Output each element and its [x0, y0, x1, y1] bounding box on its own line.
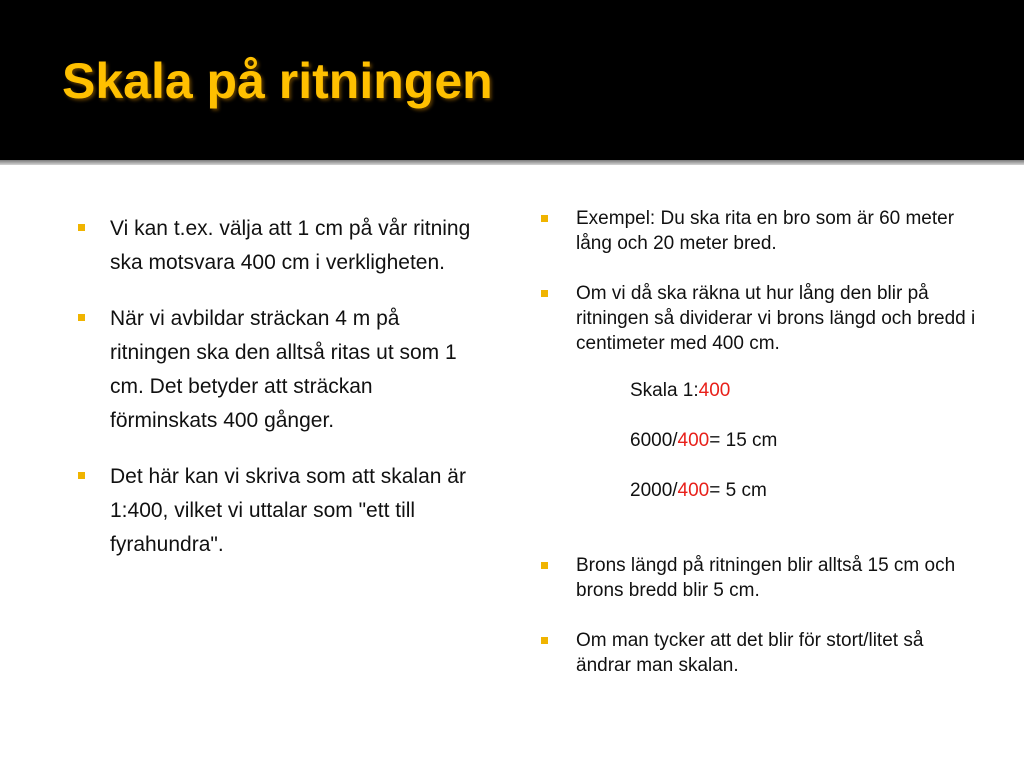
list-item: [78, 302, 478, 438]
list-item: [78, 212, 478, 280]
title-bar: [0, 0, 1024, 160]
calculation-block: [541, 378, 981, 503]
list-item: [78, 460, 478, 562]
title-divider: [0, 160, 1024, 165]
square-bullet-icon: [541, 637, 548, 644]
square-bullet-icon: [541, 290, 548, 297]
bullet-text: Det här kan vi skriva som att skalan är 1:400, vilket vi uttalar som "ett till fyrahundra".: [110, 465, 466, 556]
left-bullet-list: [78, 212, 478, 584]
list-item: [541, 553, 981, 603]
bullet-text: Exempel: Du ska rita en bro som är 60 meter lång och 20 meter bred.: [576, 208, 955, 254]
square-bullet-icon: [78, 314, 85, 321]
scale-line: Skala 1:400: [630, 380, 731, 401]
square-bullet-icon: [541, 215, 548, 222]
width-calculation: 2000/400= 5 cm: [630, 480, 767, 501]
bullet-text: Om man tycker att det blir för stort/litet så ändrar man skalan.: [576, 630, 924, 676]
slide-title: Skala på ritningen: [62, 53, 493, 109]
square-bullet-icon: [78, 224, 85, 231]
bullet-text: När vi avbildar sträckan 4 m på ritningen ska den alltså ritas ut som 1 cm. Det betyder att sträckan förminskats 400 gånger.: [110, 307, 457, 432]
list-item: [541, 206, 981, 256]
square-bullet-icon: [541, 562, 548, 569]
list-item: [541, 281, 981, 356]
bullet-text: Om vi då ska räkna ut hur lång den blir på ritningen så dividerar vi brons längd och bredd i centimeter med 400 cm.: [576, 283, 976, 354]
length-calculation: 6000/400= 15 cm: [630, 430, 778, 451]
bullet-text: Vi kan t.ex. välja att 1 cm på vår ritning ska motsvara 400 cm i verkligheten.: [110, 217, 471, 274]
list-item: [541, 628, 981, 678]
square-bullet-icon: [78, 472, 85, 479]
bullet-text: Brons längd på ritningen blir alltså 15 cm och brons bredd blir 5 cm.: [576, 555, 956, 601]
right-bullet-list: [541, 206, 981, 703]
